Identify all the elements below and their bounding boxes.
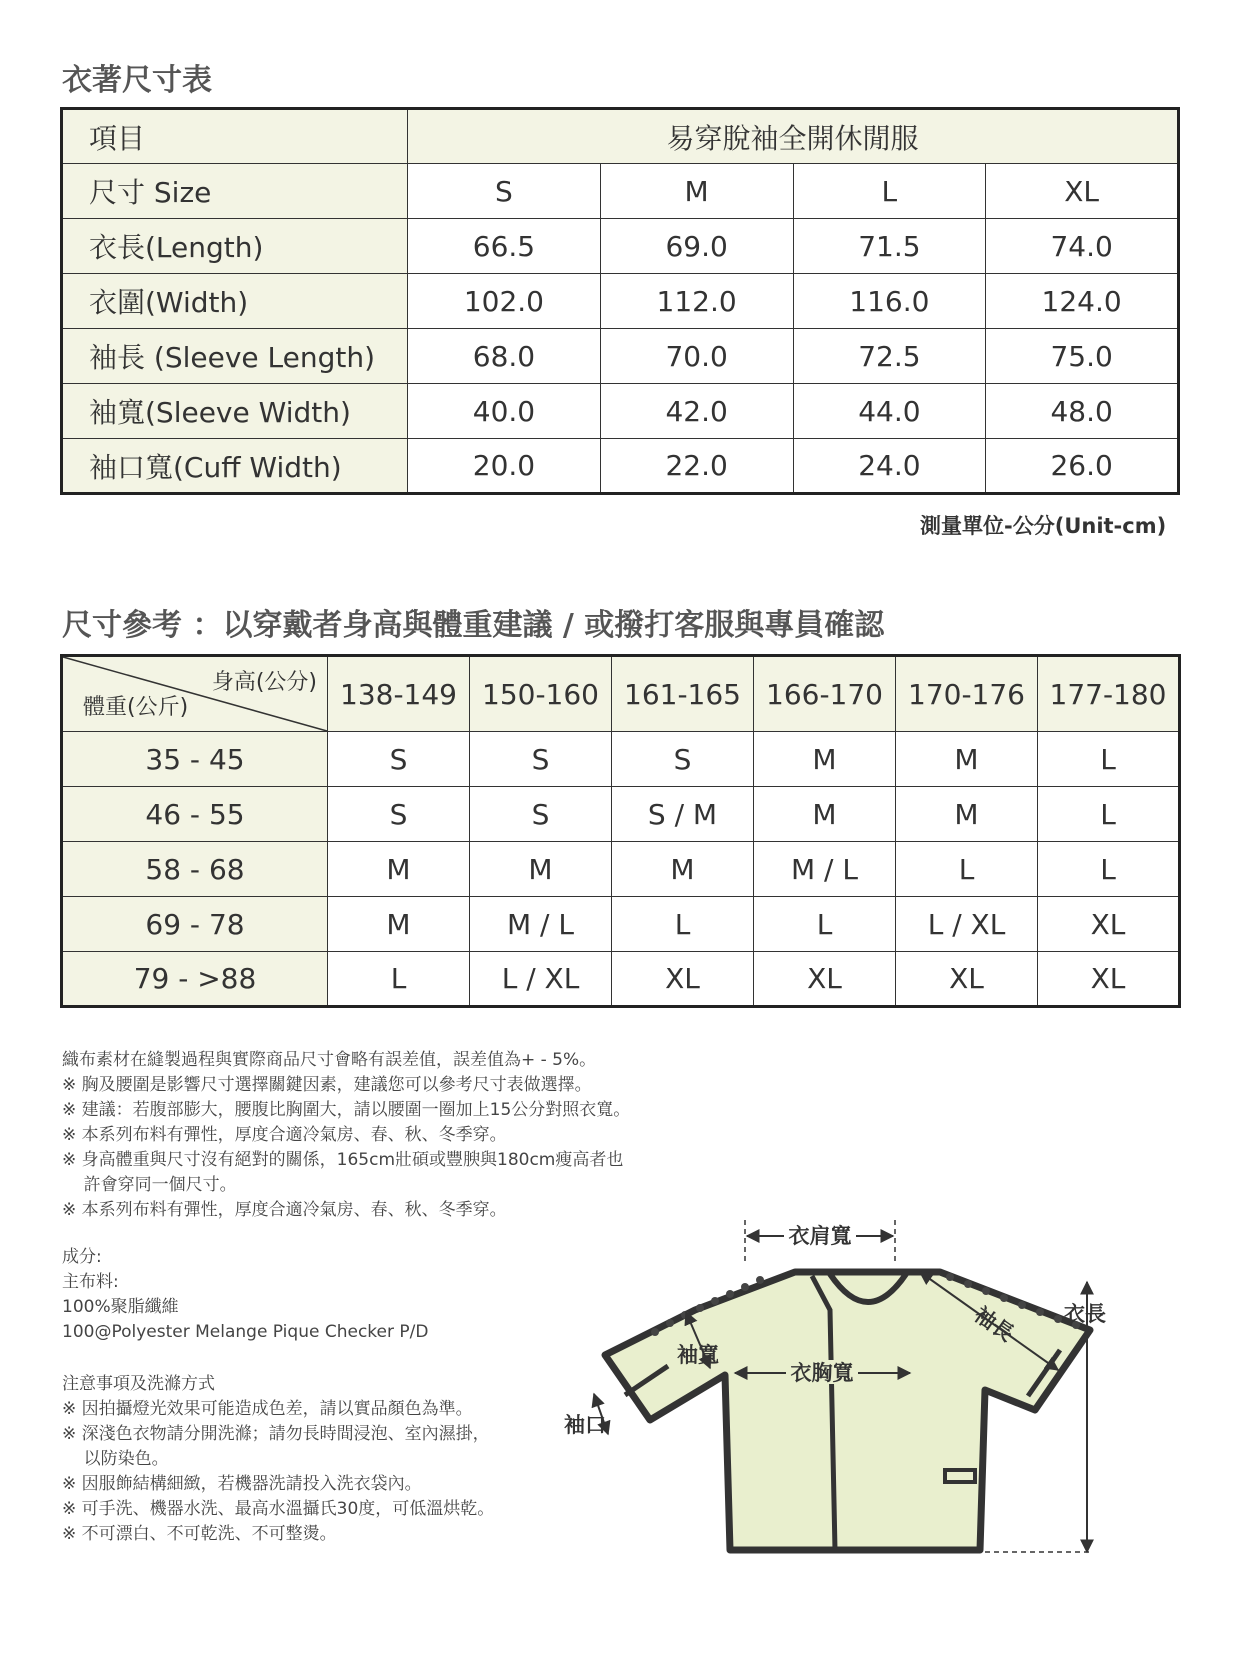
weight-label: 79 - >88 [62, 952, 328, 1007]
table-cell: S [612, 732, 754, 787]
table-cell: M [896, 732, 1038, 787]
table-cell: 20.0 [408, 439, 601, 494]
table-cell: M / L [754, 842, 896, 897]
row-label: 衣長(Length) [62, 219, 408, 274]
note-line: ※ 本系列布料有彈性，厚度合適冷氣房、春、秋、冬季穿。 [62, 1200, 507, 1220]
note-line: 許會穿同一個尺寸。 [62, 1175, 237, 1195]
size-reference-table [60, 654, 1181, 1008]
table-cell: L [328, 952, 470, 1007]
size-chart-table [60, 107, 1180, 495]
sleeve-width-label: 袖寬 [677, 1343, 719, 1367]
table-cell: 66.5 [408, 219, 601, 274]
height-header: 138-149 [328, 656, 470, 732]
table-row [62, 952, 1180, 1007]
table-row [62, 439, 1179, 494]
table-cell: 112.0 [600, 274, 793, 329]
table-cell: M [328, 897, 470, 952]
table-row [62, 329, 1179, 384]
shoulder-width-label: 衣肩寬 [788, 1224, 852, 1248]
table-cell: S [328, 732, 470, 787]
size-header: S [408, 164, 601, 219]
table-cell: S / M [612, 787, 754, 842]
table-cell: S [470, 732, 612, 787]
table-cell: L [754, 897, 896, 952]
row-label: 袖口寬(Cuff Width) [62, 439, 408, 494]
composition-line: 100@Polyester Melange Pique Checker P/D [62, 1322, 429, 1342]
table-cell: 72.5 [793, 329, 986, 384]
table-row [62, 109, 1179, 164]
height-axis-label: 身高(公分) [211, 670, 317, 695]
table-cell: 24.0 [793, 439, 986, 494]
note-line: ※ 建議：若腹部膨大，腰腹比胸圍大，請以腰圍一圈加上15公分對照衣寬。 [62, 1100, 631, 1120]
table-cell: 102.0 [408, 274, 601, 329]
table-cell: M [612, 842, 754, 897]
table-row [62, 219, 1179, 274]
table-cell: L [1038, 732, 1180, 787]
composition [62, 1245, 428, 1345]
table-row [62, 897, 1180, 952]
table-cell: L / XL [896, 897, 1038, 952]
table-cell: M [754, 787, 896, 842]
height-header: 170-176 [896, 656, 1038, 732]
cuff-label: 袖口 [564, 1413, 606, 1437]
table-cell: XL [1038, 897, 1180, 952]
care-line: 以防染色。 [62, 1449, 169, 1469]
composition-heading: 成分: [62, 1247, 102, 1267]
corner-cell [62, 656, 328, 732]
size-header: L [793, 164, 986, 219]
size-header: XL [986, 164, 1179, 219]
table-cell: M / L [470, 897, 612, 952]
table-cell: 44.0 [793, 384, 986, 439]
table-cell: XL [896, 952, 1038, 1007]
table-cell: XL [1038, 952, 1180, 1007]
weight-label: 69 - 78 [62, 897, 328, 952]
table-cell: 116.0 [793, 274, 986, 329]
table-cell: L [1038, 787, 1180, 842]
care-heading: 注意事項及洗滌方式 [62, 1374, 215, 1394]
row-label: 衣圍(Width) [62, 274, 408, 329]
note-line: ※ 胸及腰圍是影響尺寸選擇關鍵因素，建議您可以參考尺寸表做選擇。 [62, 1075, 592, 1095]
table-row [62, 842, 1180, 897]
height-header: 150-160 [470, 656, 612, 732]
weight-label: 46 - 55 [62, 787, 328, 842]
table-row [62, 787, 1180, 842]
table-cell: 69.0 [600, 219, 793, 274]
height-header: 161-165 [612, 656, 754, 732]
body-length-label: 衣長 [1064, 1302, 1106, 1326]
height-header: 177-180 [1038, 656, 1180, 732]
item-label: 項目 [62, 109, 408, 164]
table-row [62, 656, 1180, 732]
care-line: ※ 不可漂白、不可乾洗、不可整燙。 [62, 1524, 337, 1544]
unit-note: 測量單位-公分(Unit-cm) [920, 514, 1167, 538]
table-cell: XL [612, 952, 754, 1007]
table-cell: 22.0 [600, 439, 793, 494]
table-cell: L [896, 842, 1038, 897]
table-cell: L [612, 897, 754, 952]
table-cell: 71.5 [793, 219, 986, 274]
table-row [62, 732, 1180, 787]
table-row [62, 384, 1179, 439]
table-cell: S [470, 787, 612, 842]
table-cell: M [470, 842, 612, 897]
care-line: ※ 深淺色衣物請分開洗滌；請勿長時間浸泡、室內濕掛， [62, 1424, 490, 1444]
table-cell: 42.0 [600, 384, 793, 439]
size-chart-title: 衣著尺寸表 [62, 63, 212, 98]
table-cell: S [328, 787, 470, 842]
weight-label: 35 - 45 [62, 732, 328, 787]
care-instructions [62, 1372, 494, 1547]
weight-axis-label: 體重(公斤) [83, 695, 189, 720]
row-label: 袖寬(Sleeve Width) [62, 384, 408, 439]
table-row [62, 164, 1179, 219]
table-cell: 40.0 [408, 384, 601, 439]
table-cell: 75.0 [986, 329, 1179, 384]
composition-main-label: 主布料: [62, 1272, 119, 1292]
table-cell: 74.0 [986, 219, 1179, 274]
table-cell: 124.0 [986, 274, 1179, 329]
height-header: 166-170 [754, 656, 896, 732]
fabric-notes [62, 1048, 630, 1223]
weight-label: 58 - 68 [62, 842, 328, 897]
table-cell: M [754, 732, 896, 787]
table-cell: M [896, 787, 1038, 842]
garment-shape [605, 1272, 1090, 1550]
composition-line: 100%聚脂纖維 [62, 1297, 179, 1317]
sleeve-length-label: 袖長 [969, 1302, 1019, 1347]
product-name: 易穿脫袖全開休閒服 [408, 109, 1179, 164]
table-cell: 70.0 [600, 329, 793, 384]
table-cell: L [1038, 842, 1180, 897]
table-cell: 68.0 [408, 329, 601, 384]
chest-width-label: 衣胸寬 [790, 1361, 854, 1385]
table-cell: L / XL [470, 952, 612, 1007]
care-line: ※ 可手洗、機器水洗、最高水溫攝氏30度，可低溫烘乾。 [62, 1499, 495, 1519]
size-header: M [600, 164, 793, 219]
note-line: ※ 身高體重與尺寸沒有絕對的關係，165cm壯碩或豐腴與180cm瘦高者也 [62, 1150, 624, 1170]
table-cell: 26.0 [986, 439, 1179, 494]
size-row-label: 尺寸 Size [62, 164, 408, 219]
garment-measurement-diagram [564, 1190, 1190, 1580]
note-line: ※ 本系列布料有彈性，厚度合適冷氣房、春、秋、冬季穿。 [62, 1125, 507, 1145]
table-cell: 48.0 [986, 384, 1179, 439]
note-line: 織布素材在縫製過程與實際商品尺寸會略有誤差值，誤差值為+ - 5%。 [62, 1050, 597, 1070]
size-reference-title: 尺寸參考 ：以穿戴者身高與體重建議 / 或撥打客服與專員確認 [62, 608, 885, 643]
row-label: 袖長 (Sleeve Length) [62, 329, 408, 384]
table-row [62, 274, 1179, 329]
table-cell: M [328, 842, 470, 897]
care-line: ※ 因拍攝燈光效果可能造成色差，請以實品顏色為準。 [62, 1399, 473, 1419]
care-line: ※ 因服飾結構細緻，若機器洗請投入洗衣袋內。 [62, 1474, 422, 1494]
table-cell: XL [754, 952, 896, 1007]
